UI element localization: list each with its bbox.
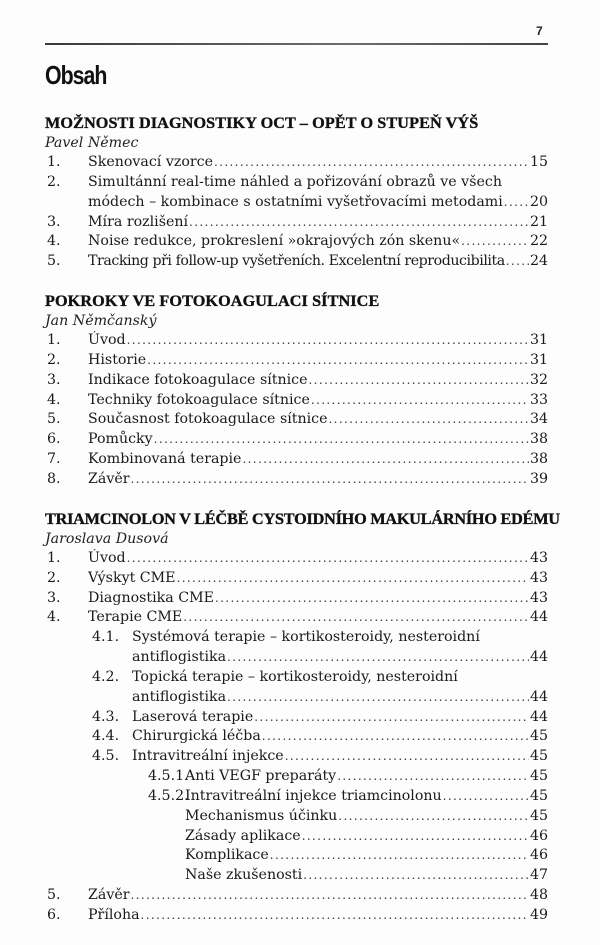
dot-leader	[215, 589, 529, 609]
entry-number: 5.	[47, 253, 61, 270]
dot-leader	[302, 827, 529, 847]
toc-section	[45, 509, 560, 926]
entry-number: 6.	[47, 907, 61, 923]
dot-leader	[285, 747, 529, 767]
entry-label: Tracking při follow-up vyšetřeních. Excelentní reproducibilita	[88, 253, 505, 270]
entry-number: 3.	[47, 589, 61, 606]
entry-label: Skenovací vzorce	[88, 154, 214, 170]
entry-page: 47	[529, 867, 548, 884]
entry-number: 2.	[47, 173, 61, 190]
dot-leader	[147, 351, 529, 371]
entry-page: 38	[529, 431, 548, 448]
entry-number: 5.	[47, 411, 61, 428]
entry-label: Indikace fotokoagulace sítnice	[88, 371, 308, 388]
entry-label: Komplikace	[185, 847, 269, 864]
toc-entry[interactable]	[45, 371, 548, 391]
dot-leader	[309, 371, 529, 391]
dot-leader	[242, 450, 528, 470]
dot-leader	[262, 727, 529, 747]
toc-entry[interactable]	[45, 549, 548, 569]
entry-label: Techniky fotokoagulace sítnice	[88, 391, 310, 408]
toc-entry[interactable]	[45, 351, 548, 371]
toc-subentry-continuation[interactable]	[45, 648, 548, 668]
toc-entry[interactable]	[45, 331, 548, 351]
toc-entry[interactable]	[45, 589, 548, 609]
dot-leader	[443, 787, 529, 807]
entry-page: 32	[529, 371, 548, 388]
entry-number: 4.5.1.	[148, 768, 189, 785]
entry-number: 6.	[47, 431, 61, 448]
entry-number: 1.	[47, 549, 61, 566]
dot-leader	[254, 708, 529, 728]
toc-subsubentry[interactable]	[45, 787, 548, 807]
entry-label: Laserová terapie	[132, 708, 254, 725]
toc-section	[45, 113, 548, 272]
dot-leader	[131, 470, 529, 490]
entry-label: Úvod	[88, 332, 126, 349]
section-title: TRIAMCINOLON V LÉČBĚ CYSTOIDNÍHO MAKULÁRNÍHO EDÉMU	[45, 509, 560, 528]
dot-leader	[329, 410, 529, 430]
dot-leader	[311, 391, 529, 411]
toc-entry[interactable]	[45, 608, 548, 628]
entry-page: 46	[529, 847, 548, 864]
toc-entry[interactable]	[45, 430, 548, 450]
dot-leader	[141, 906, 529, 926]
toc-subentry[interactable]	[45, 727, 548, 747]
toc-entry[interactable]	[45, 410, 548, 430]
entry-page: 31	[529, 332, 548, 349]
dot-leader	[183, 608, 529, 628]
dot-leader	[131, 886, 529, 906]
dot-leader	[127, 549, 529, 569]
entry-label: Příloha	[88, 907, 140, 923]
dot-leader	[338, 807, 529, 827]
entry-number: 2.	[47, 351, 61, 368]
entry-label: Současnost fotokoagulace sítnice	[88, 411, 328, 428]
entry-label: Pomůcky	[88, 431, 153, 448]
entry-page: 24	[529, 253, 548, 270]
entry-number: 4.5.	[92, 748, 120, 765]
entry-label: Intravitreální injekce	[132, 748, 284, 765]
entry-page: 49	[529, 907, 548, 923]
entry-page: 45	[529, 728, 548, 745]
entry-label: Chirurgická léčba	[132, 728, 261, 745]
dot-leader	[303, 866, 529, 886]
section-author: Pavel Němec	[45, 135, 139, 151]
dot-leader	[154, 430, 529, 450]
toc-entry[interactable]	[45, 569, 548, 589]
entry-label: Zásady aplikace	[185, 827, 301, 844]
entry-label: Naše zkušenosti	[185, 867, 303, 884]
toc-entry[interactable]	[45, 906, 548, 926]
toc-entry[interactable]	[45, 153, 548, 173]
dot-leader	[189, 213, 529, 233]
dot-leader	[214, 153, 529, 173]
entry-number: 5.	[47, 887, 61, 904]
dot-leader	[337, 767, 529, 787]
entry-page: 45	[529, 768, 548, 785]
entry-number: 1.	[47, 332, 61, 349]
entry-label: Kombinovaná terapie	[88, 451, 242, 468]
page-number: 7	[536, 24, 543, 38]
toc-topic[interactable]	[45, 866, 548, 886]
entry-number: 4.2.	[92, 668, 120, 685]
section-author: Jan Němčanský	[45, 313, 157, 330]
entry-number: 4.4.	[92, 728, 120, 745]
toc-topic[interactable]	[45, 807, 548, 827]
entry-page: 31	[529, 351, 548, 368]
toc-subentry[interactable]	[45, 628, 548, 648]
toc-topic[interactable]	[45, 846, 548, 866]
entry-label: Mechanismus účinku	[185, 807, 338, 824]
entry-number: 4.1.	[92, 629, 120, 646]
entry-page: 20	[529, 193, 548, 210]
entry-page: 15	[529, 154, 548, 170]
page-title: Obsah	[45, 60, 107, 90]
entry-label: Simultánní real-time náhled a pořizování obrazů ve všech	[88, 173, 502, 190]
dot-leader	[227, 688, 529, 708]
entry-label: Intravitreální injekce triamcinolonu	[185, 787, 442, 804]
section-author: Jaroslava Dusová	[45, 530, 169, 547]
entry-label: Diagnostika CME	[88, 589, 214, 606]
entry-label: Systémová terapie – kortikosteroidy, nesteroidní	[132, 629, 480, 646]
entry-number: 1.	[47, 154, 61, 170]
entry-number: 2.	[47, 569, 61, 586]
entry-number: 4.	[47, 233, 61, 250]
entry-number: 4.3.	[92, 708, 120, 725]
entry-number: 8.	[47, 470, 61, 487]
toc-subentry[interactable]	[45, 747, 548, 767]
entry-label: Terapie CME	[88, 609, 183, 626]
toc-subsubentry[interactable]	[45, 767, 548, 787]
dot-leader	[177, 569, 529, 589]
entry-page: 34	[529, 411, 548, 428]
entry-number: 4.5.2.	[148, 787, 189, 804]
entry-label: Úvod	[88, 549, 126, 566]
entry-number: 7.	[47, 451, 61, 468]
toc-entry[interactable]	[45, 232, 548, 252]
entry-page: 45	[529, 748, 548, 765]
entry-label: antiflogistika	[132, 688, 227, 705]
entry-number: 4.	[47, 609, 61, 626]
toc-entry[interactable]	[45, 450, 548, 470]
entry-page: 43	[529, 589, 548, 606]
entry-page: 44	[529, 609, 548, 626]
entry-page: 39	[529, 470, 548, 487]
entry-label: Noise redukce, prokreslení »okrajových zón skenu«	[88, 233, 461, 250]
entry-page: 22	[529, 233, 548, 250]
entry-page: 45	[529, 787, 548, 804]
dot-leader	[506, 252, 529, 272]
toc-topic[interactable]	[45, 827, 548, 847]
entry-page: 44	[529, 649, 548, 666]
toc-subentry[interactable]	[45, 708, 548, 728]
toc-section	[45, 291, 548, 490]
entry-label: Míra rozlišení	[88, 213, 189, 230]
entry-label: Závěr	[88, 470, 130, 487]
section-title: POKROKY VE FOTOKOAGULACI SÍTNICE	[45, 292, 380, 311]
dot-leader	[127, 331, 529, 351]
entry-page: 44	[529, 688, 548, 705]
entry-page: 44	[529, 708, 548, 725]
entry-label: Závěr	[88, 887, 130, 904]
entry-page: 45	[529, 807, 548, 824]
entry-page: 33	[529, 391, 548, 408]
entry-label: antiflogistika	[132, 649, 227, 666]
toc-entry[interactable]	[45, 391, 548, 411]
entry-label: Výskyt CME	[88, 569, 176, 586]
entry-label: Topická terapie – kortikosteroidy, nesteroidní	[132, 668, 458, 685]
entry-number: 3.	[47, 371, 61, 388]
toc-entry[interactable]	[45, 252, 548, 272]
header-rule	[45, 43, 548, 45]
entry-page: 38	[529, 451, 548, 468]
entry-page: 43	[529, 549, 548, 566]
dot-leader	[461, 232, 529, 252]
toc-entry[interactable]	[45, 173, 548, 193]
entry-page: 21	[529, 213, 548, 230]
toc-entry[interactable]	[45, 470, 548, 490]
entry-label: Historie	[88, 351, 147, 368]
entry-label: Anti VEGF preparáty	[185, 768, 337, 785]
dot-leader	[270, 846, 529, 866]
dot-leader	[227, 648, 529, 668]
dot-leader	[504, 193, 529, 213]
toc-subentry-continuation[interactable]	[45, 688, 548, 708]
toc-subentry[interactable]	[45, 668, 548, 688]
entry-number: 4.	[47, 391, 61, 408]
entry-number: 3.	[47, 213, 61, 230]
entry-page: 46	[529, 827, 548, 844]
entry-label: módech – kombinace s ostatními vyšetřovacími metodami	[88, 193, 503, 210]
section-title: MOŽNOSTI DIAGNOSTIKY OCT – OPĚT O STUPEŇ VÝŠ	[45, 114, 479, 132]
toc-entry[interactable]	[45, 213, 548, 233]
table-of-contents	[45, 113, 560, 945]
toc-entry[interactable]	[45, 886, 548, 906]
entry-page: 48	[529, 887, 548, 904]
toc-entry-continuation[interactable]	[45, 193, 548, 213]
entry-page: 43	[529, 569, 548, 586]
